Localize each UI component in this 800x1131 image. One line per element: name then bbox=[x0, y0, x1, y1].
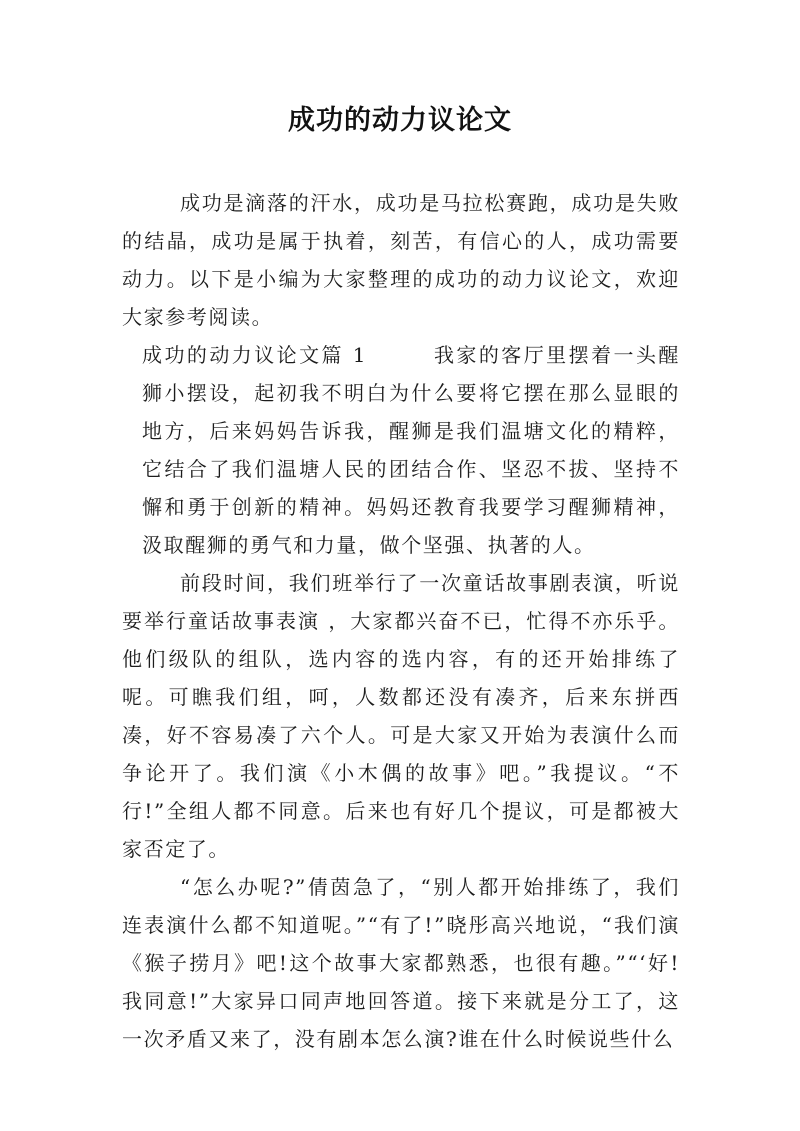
section-text: 我家的客厅里摆着一头醒狮小摆设，起初我不明白为什么要将它摆在那么显眼的地方，后来妈妈告诉我，醒狮是我们温塘文化的精粹，它结合了我们温塘人民的团结合作、坚忍不拔、坚持不懈和勇于创新的精神。妈妈还教育我要学习醒狮精神，汲取醒狮的勇气和力量，做个坚强、执著的人。 bbox=[142, 343, 680, 557]
intro-paragraph: 成功是滴落的汗水，成功是马拉松赛跑，成功是失败的结晶，成功是属于执着，刻苦，有信心的人，成功需要动力。以下是小编为大家整理的成功的动力议论文，欢迎大家参考阅读。 bbox=[122, 191, 680, 329]
section-paragraph bbox=[122, 336, 680, 564]
document-body bbox=[122, 184, 680, 1058]
section-heading: 成功的动力议论文篇 1 bbox=[142, 343, 368, 367]
story-paragraph-2: 前段时间，我们班举行了一次童话故事剧表演，听说要举行童话故事表演 ，大家都兴奋不已，忙得不亦乐乎。他们级队的组队，选内容的选内容，有的还开始排练了呢。可瞧我们组，呵，人数都还没有凑齐，后来东拼西凑，好不容易凑了六个人。可是大家又开始为表演什么而争论开了。我们演《小木偶的故事》吧。”我提议。“不行!”全组人都不同意。后来也有好几个提议，可是都被大家否定了。 bbox=[122, 571, 680, 861]
story-paragraph-3: “怎么办呢?”倩茵急了，“别人都开始排练了，我们连表演什么都不知道呢。”“有了!”晓彤高兴地说，“我们演《猴子捞月》吧!这个故事大家都熟悉，也很有趣。”“‘好!我同意!”大家异口同声地回答道。接下来就是分工了，这一次矛盾又来了，没有剧本怎么演?谁在什么时候说些什么 bbox=[122, 875, 680, 1051]
document-title: 成功的动力议论文 bbox=[288, 105, 512, 136]
